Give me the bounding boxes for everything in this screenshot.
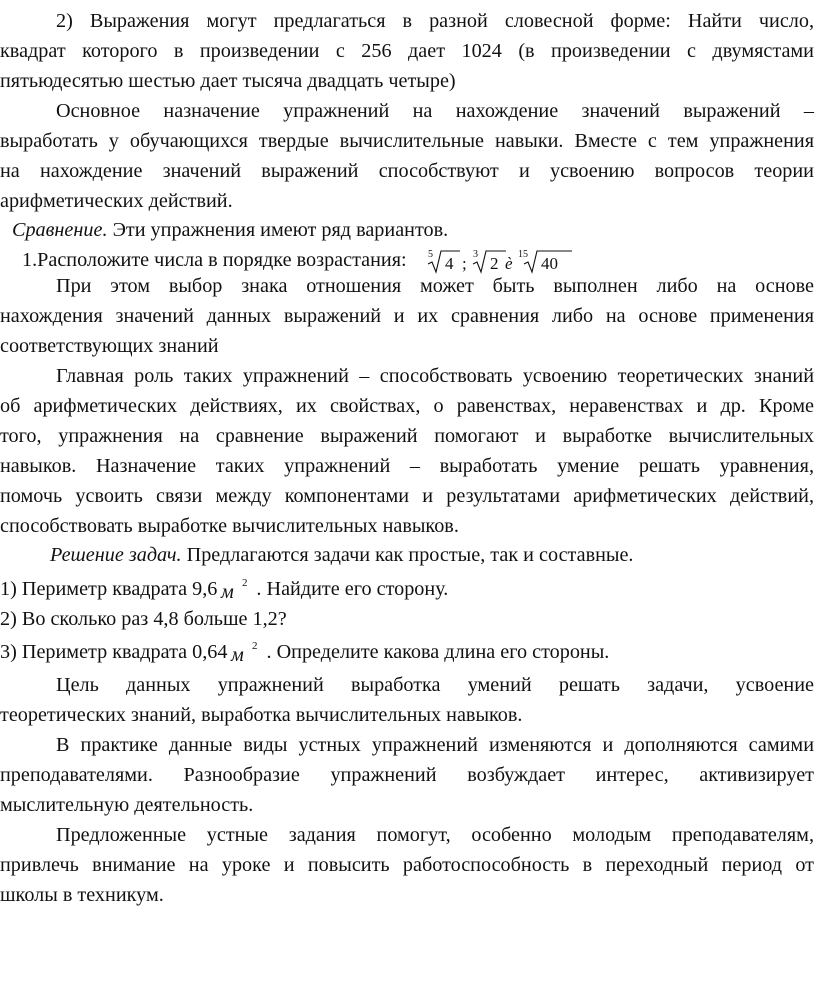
unit-letter-2: м (231, 644, 245, 667)
p6-line-5: помочь усвоить связи между компонентами и результатами арифметических действий, (0, 485, 814, 507)
comparison-text: Эти упражнения имеют ряд вариантов. (107, 219, 449, 241)
p2-line-4: арифметических действий. (0, 190, 233, 212)
unit-power-2: 2 (252, 640, 258, 653)
unit-letter-1: м (221, 581, 235, 604)
task-3 (0, 637, 814, 667)
p1-line-1: 2) Выражения могут предлагаться в разной словесной форме: Найти число, (56, 10, 814, 32)
root2-index: 3 (472, 249, 478, 261)
square-meter-unit-2 (230, 640, 264, 666)
conjunction: è (504, 254, 513, 274)
p10-line-3: школы в техникум. (0, 884, 164, 906)
task-1-start: 1) Периметр квадрата 9,6 (0, 578, 218, 600)
p6-line-4: навыков. Назначение таких упражнений – выработать умение решать уравнения, (0, 455, 814, 477)
p6-line-2: об арифметических действиях, их свойствах, о равенствах, неравенствах и др. Кроме (0, 395, 814, 417)
p7-line (0, 540, 814, 570)
square-meter-unit-1 (220, 577, 254, 603)
task-3-end: . Определите какова длина его стороны. (266, 641, 610, 663)
p3-line (0, 215, 814, 245)
p6-line-1: Главная роль таких упражнений – способствовать усвоению теоретических знаний (56, 365, 814, 387)
p2-line-2: выработать у обучающихся твердые вычислительные навыки. Вместе с тем упражнения (0, 130, 814, 152)
p5-line-2: нахождения значений данных выражений и их сравнения либо на основе применения (0, 305, 814, 327)
p1-line-2: квадрат которого в произведении с 256 дает 1024 (в произведении с двумястами (0, 40, 814, 62)
p6-line-6: способствовать выработке вычислительных навыков. (0, 515, 459, 537)
p8-line-1: Цель данных упражнений выработка умений решать задачи, усвоение (56, 674, 814, 696)
unit-power-1: 2 (242, 577, 248, 590)
problem-solving-text: Предлагаются задачи как простые, так и составные. (181, 544, 634, 566)
root1-radicand: 4 (444, 254, 454, 274)
p9-line-3: мыслительную деятельность. (0, 794, 254, 816)
p10-line-2: привлечь внимание на уроке и повысить работоспособность в переходный период от (0, 854, 814, 876)
p9-line-1: В практике данные виды устных упражнений изменяются и дополняются самими (56, 734, 814, 756)
p1-line-3: пятьюдесятью шестью дает тысяча двадцать четыре) (0, 70, 456, 92)
root2-radicand: 2 (489, 254, 499, 274)
p9-line-2: преподавателями. Разнообразие упражнений возбуждает интерес, активизирует (0, 764, 814, 786)
p2-line-3: на нахождение значений выражений способствуют и усвоению вопросов теории (0, 160, 814, 182)
root1-index: 5 (427, 249, 433, 261)
p8-line-2: теоретических знаний, выработка вычислительных навыков. (0, 704, 523, 726)
task-3-start: 3) Периметр квадрата 0,64 (0, 641, 228, 663)
task-1-end: . Найдите его сторону. (256, 578, 449, 600)
task-1 (0, 574, 814, 604)
p6-line-3: того, упражнения на сравнение выражений помогают и выработке вычислительных (0, 425, 814, 447)
problem-solving-label: Решение задач. (50, 544, 182, 566)
p5-line-3: соответствующих знаний (0, 335, 219, 357)
p5-line-1: При этом выбор знака отношения может быть выполнен либо на основе (56, 275, 814, 297)
task-2: 2) Во сколько раз 4,8 больше 1,2? (0, 608, 287, 630)
root3-index: 15 (517, 249, 528, 261)
p2-line-1: Основное назначение упражнений на нахождение значений выражений – (56, 100, 814, 122)
p10-line-1: Предложенные устные задания помогут, особенно молодым преподавателям, (56, 824, 814, 846)
comparison-label: Сравнение. (12, 219, 108, 241)
order-task-text: 1.Расположите числа в порядке возрастания: (22, 249, 407, 271)
root3-radicand: 40 (540, 254, 558, 274)
separator: ; (461, 254, 467, 274)
